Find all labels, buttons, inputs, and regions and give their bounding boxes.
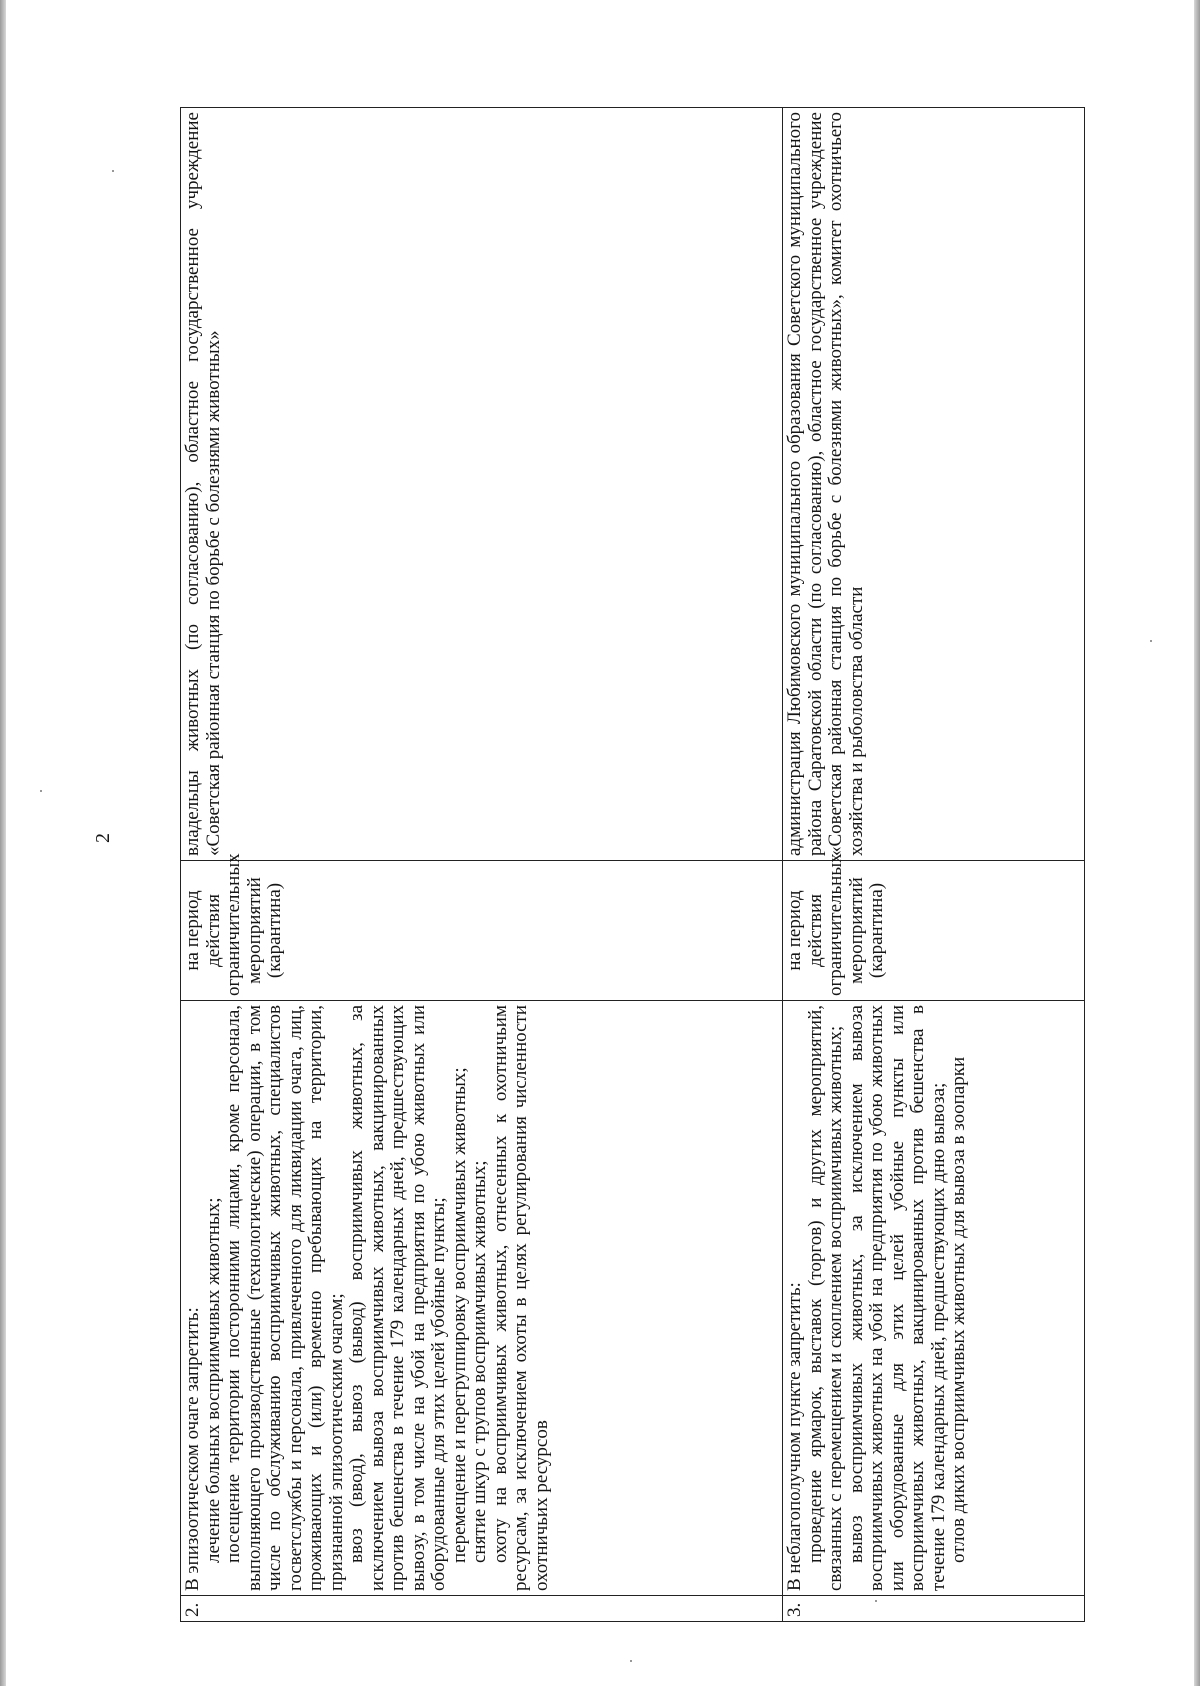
measure-cell bbox=[181, 1001, 783, 1596]
row-number: 2. bbox=[181, 1596, 783, 1622]
period-cell: на период действия ограничительных мероприятий (карантина) bbox=[181, 861, 783, 1001]
measure-line: снятие шкур с трупов восприимчивых животных; bbox=[469, 1160, 490, 1563]
scan-speck bbox=[630, 1660, 632, 1662]
measure-line: В неблагополучном пункте запретить: bbox=[784, 1282, 805, 1591]
responsible-cell: администрация Любимовского муниципального образования Советского муниципального района Саратовской области (по согласованию), областное государственное учреждение «Советская районная станция по борьбе с болезнями животных», комитет охотничьего хозяйства и рыболовства области bbox=[783, 108, 1085, 861]
measure-line: лечение больных восприимчивых животных; bbox=[202, 1197, 224, 1563]
scan-speck bbox=[40, 790, 42, 792]
rotated-table-container bbox=[180, 108, 1085, 1622]
measure-line: вывоз восприимчивых животных, за исключением вывоза восприимчивых животных на убой на предприятия по убою животных или оборудованные для этих целей убойные пункты или восприимчивых животных, вакцинированных против бешенства в течение 179 календарных дней, предшествующих дню вывоза; bbox=[845, 1005, 949, 1591]
scan-edge-left bbox=[0, 0, 6, 1686]
measure-cell bbox=[783, 1001, 1085, 1596]
measure-line: В эпизоотическом очаге запретить: bbox=[182, 1307, 203, 1591]
scan-speck bbox=[112, 170, 114, 172]
measure-line: ввоз (ввод), вывоз (вывод) восприимчивых животных, за исключением вывоза восприимчивых животных, вакцинированных против бешенства в течение 179 календарных дней, предшествующих вывозу, в том числе на убой на предприятия по убою животных или оборудованные для этих целей убойные пункты; bbox=[346, 1005, 449, 1591]
measures-table bbox=[180, 107, 1085, 1622]
scan-speck bbox=[1150, 640, 1152, 642]
page-number: 2 bbox=[92, 833, 114, 843]
measure-line: охоту на восприимчивых животных, отнесенных к охотничьим ресурсам, за исключением охоты в целях регулирования численности охотничьих ресурсов bbox=[489, 1005, 552, 1591]
scan-speck bbox=[875, 1600, 877, 1602]
table-row bbox=[783, 108, 1085, 1622]
responsible-cell: владельцы животных (по согласованию), областное государственное учреждение «Советская районная станция по борьбе с болезнями животных» bbox=[181, 108, 783, 861]
measure-line: проведение ярмарок, выставок (торгов) и других мероприятий, связанных с перемещением и скоплением восприимчивых животных; bbox=[804, 1005, 846, 1591]
measure-line: отлов диких восприимчивых животных для вывоза в зоопарки bbox=[948, 1056, 969, 1563]
scan-edge-right bbox=[1194, 0, 1200, 1686]
measure-line: посещение территории посторонними лицами, кроме персонала, выполняющего производственные (технологические) операции, в том числе по обслуживанию восприимчивых животных, специалистов госветслужбы и персонала, привлеченного для ликвидации очага, лиц, проживающих и (или) временно пребывающих на территории, признанной эпизоотическим очагом; bbox=[223, 1005, 347, 1591]
row-number: 3. bbox=[783, 1596, 1085, 1622]
measure-line: перемещение и перегруппировку восприимчивых животных; bbox=[448, 1067, 470, 1563]
period-cell: на период действия ограничительных мероприятий (карантина) bbox=[783, 861, 1085, 1001]
table-row bbox=[181, 108, 783, 1622]
